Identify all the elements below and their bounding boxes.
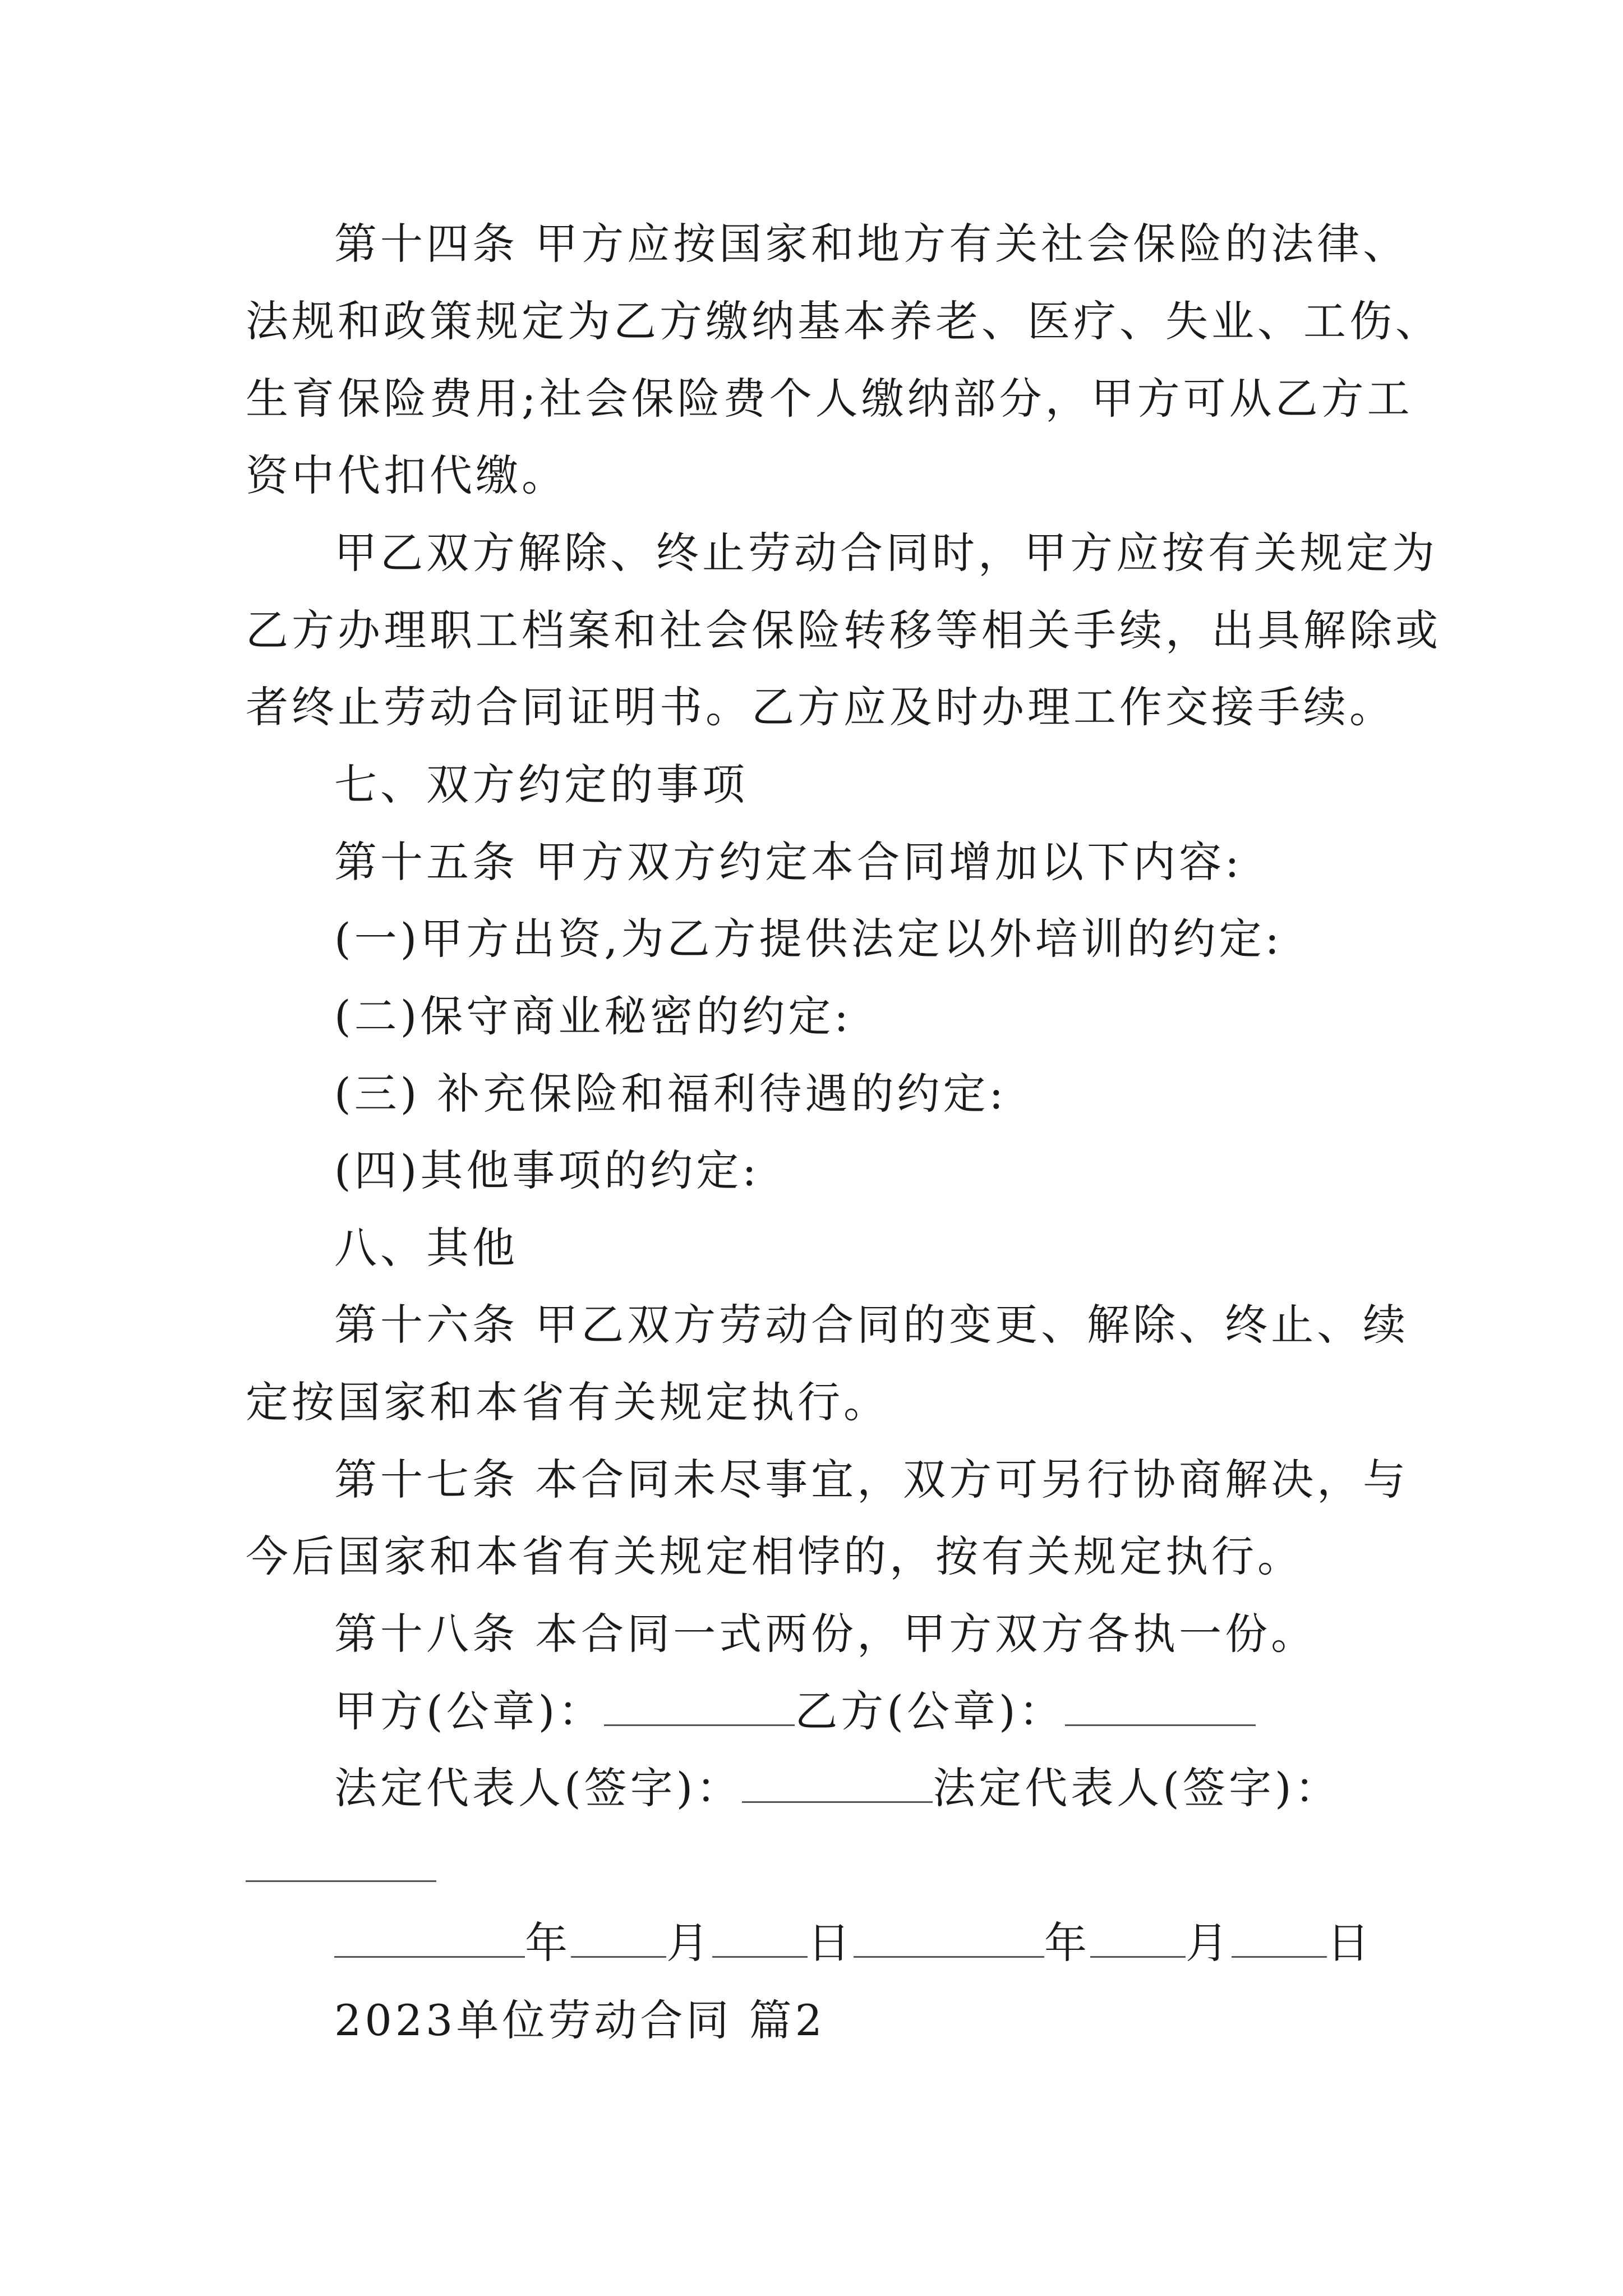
agreement-item-1: (一)甲方出资,为乙方提供法定以外培训的约定: (334, 914, 1283, 964)
year-blank-a (334, 1917, 525, 1958)
party-b-seal-blank (1065, 1685, 1256, 1726)
article-18: 第十八条 本合同一式两份，甲方双方各执一份。 (334, 1609, 1317, 1659)
agreement-item-3: (三) 补充保险和福利待遇的约定: (334, 1069, 1007, 1119)
day-blank-b (1232, 1917, 1327, 1958)
representative-line (334, 1760, 1341, 1816)
section-7-heading: 七、双方约定的事项 (334, 760, 748, 809)
party-a-seal-blank (604, 1685, 795, 1726)
article-14-line-4: 资中代扣代缴。 (246, 450, 568, 500)
month-label-b: 月 (1186, 1918, 1232, 1968)
seal-line (334, 1683, 1256, 1740)
month-blank-a (571, 1917, 666, 1958)
party-a-seal-label: 甲方(公章)： (334, 1686, 605, 1736)
party-b-rep-blank (246, 1880, 436, 1882)
next-contract-title: 2023单位劳动合同 篇2 (334, 1995, 826, 2045)
article-14-line-1: 第十四条 甲方应按国家和地方有关社会保险的法律、 (334, 219, 1409, 269)
month-label-a: 月 (666, 1918, 712, 1968)
day-blank-a (712, 1917, 808, 1958)
termination-line-3: 者终止劳动合同证明书。乙方应及时办理工作交接手续。 (246, 682, 1395, 732)
section-8-heading: 八、其他 (334, 1223, 518, 1273)
party-b-rep-label: 法定代表人(签字)： (933, 1763, 1341, 1813)
article-16-line-2: 定按国家和本省有关规定执行。 (246, 1377, 889, 1427)
year-blank-b (854, 1917, 1044, 1958)
party-a-rep-blank (742, 1762, 933, 1803)
agreement-item-2: (二)保守商业秘密的约定: (334, 991, 852, 1041)
party-b-seal-label: 乙方(公章)： (795, 1686, 1065, 1736)
article-17-line-1: 第十七条 本合同未尽事宜，双方可另行协商解决，与 (334, 1455, 1409, 1504)
article-14-line-3: 生育保险费用;社会保险费个人缴纳部分，甲方可从乙方工 (246, 374, 1413, 424)
article-15: 第十五条 甲方双方约定本合同增加以下内容: (334, 837, 1243, 887)
article-14-line-2: 法规和政策规定为乙方缴纳基本养老、医疗、失业、工伤、 (246, 296, 1441, 346)
year-label-a: 年 (525, 1918, 571, 1968)
article-17-line-2: 今后国家和本省有关规定相悖的，按有关规定执行。 (246, 1531, 1303, 1581)
agreement-item-4: (四)其他事项的约定: (334, 1145, 760, 1195)
termination-line-2: 乙方办理职工档案和社会保险转移等相关手续，出具解除或 (246, 605, 1441, 655)
article-16-line-1: 第十六条 甲乙双方劳动合同的变更、解除、终止、续 (334, 1300, 1409, 1350)
termination-line-1: 甲乙双方解除、终止劳动合同时，甲方应按有关规定为 (334, 528, 1438, 578)
day-label-b: 日 (1327, 1918, 1373, 1968)
party-a-rep-label: 法定代表人(签字)： (334, 1763, 743, 1813)
day-label-a: 日 (808, 1918, 854, 1968)
month-blank-b (1090, 1917, 1186, 1958)
date-line (334, 1915, 1373, 1971)
year-label-b: 年 (1044, 1918, 1090, 1968)
